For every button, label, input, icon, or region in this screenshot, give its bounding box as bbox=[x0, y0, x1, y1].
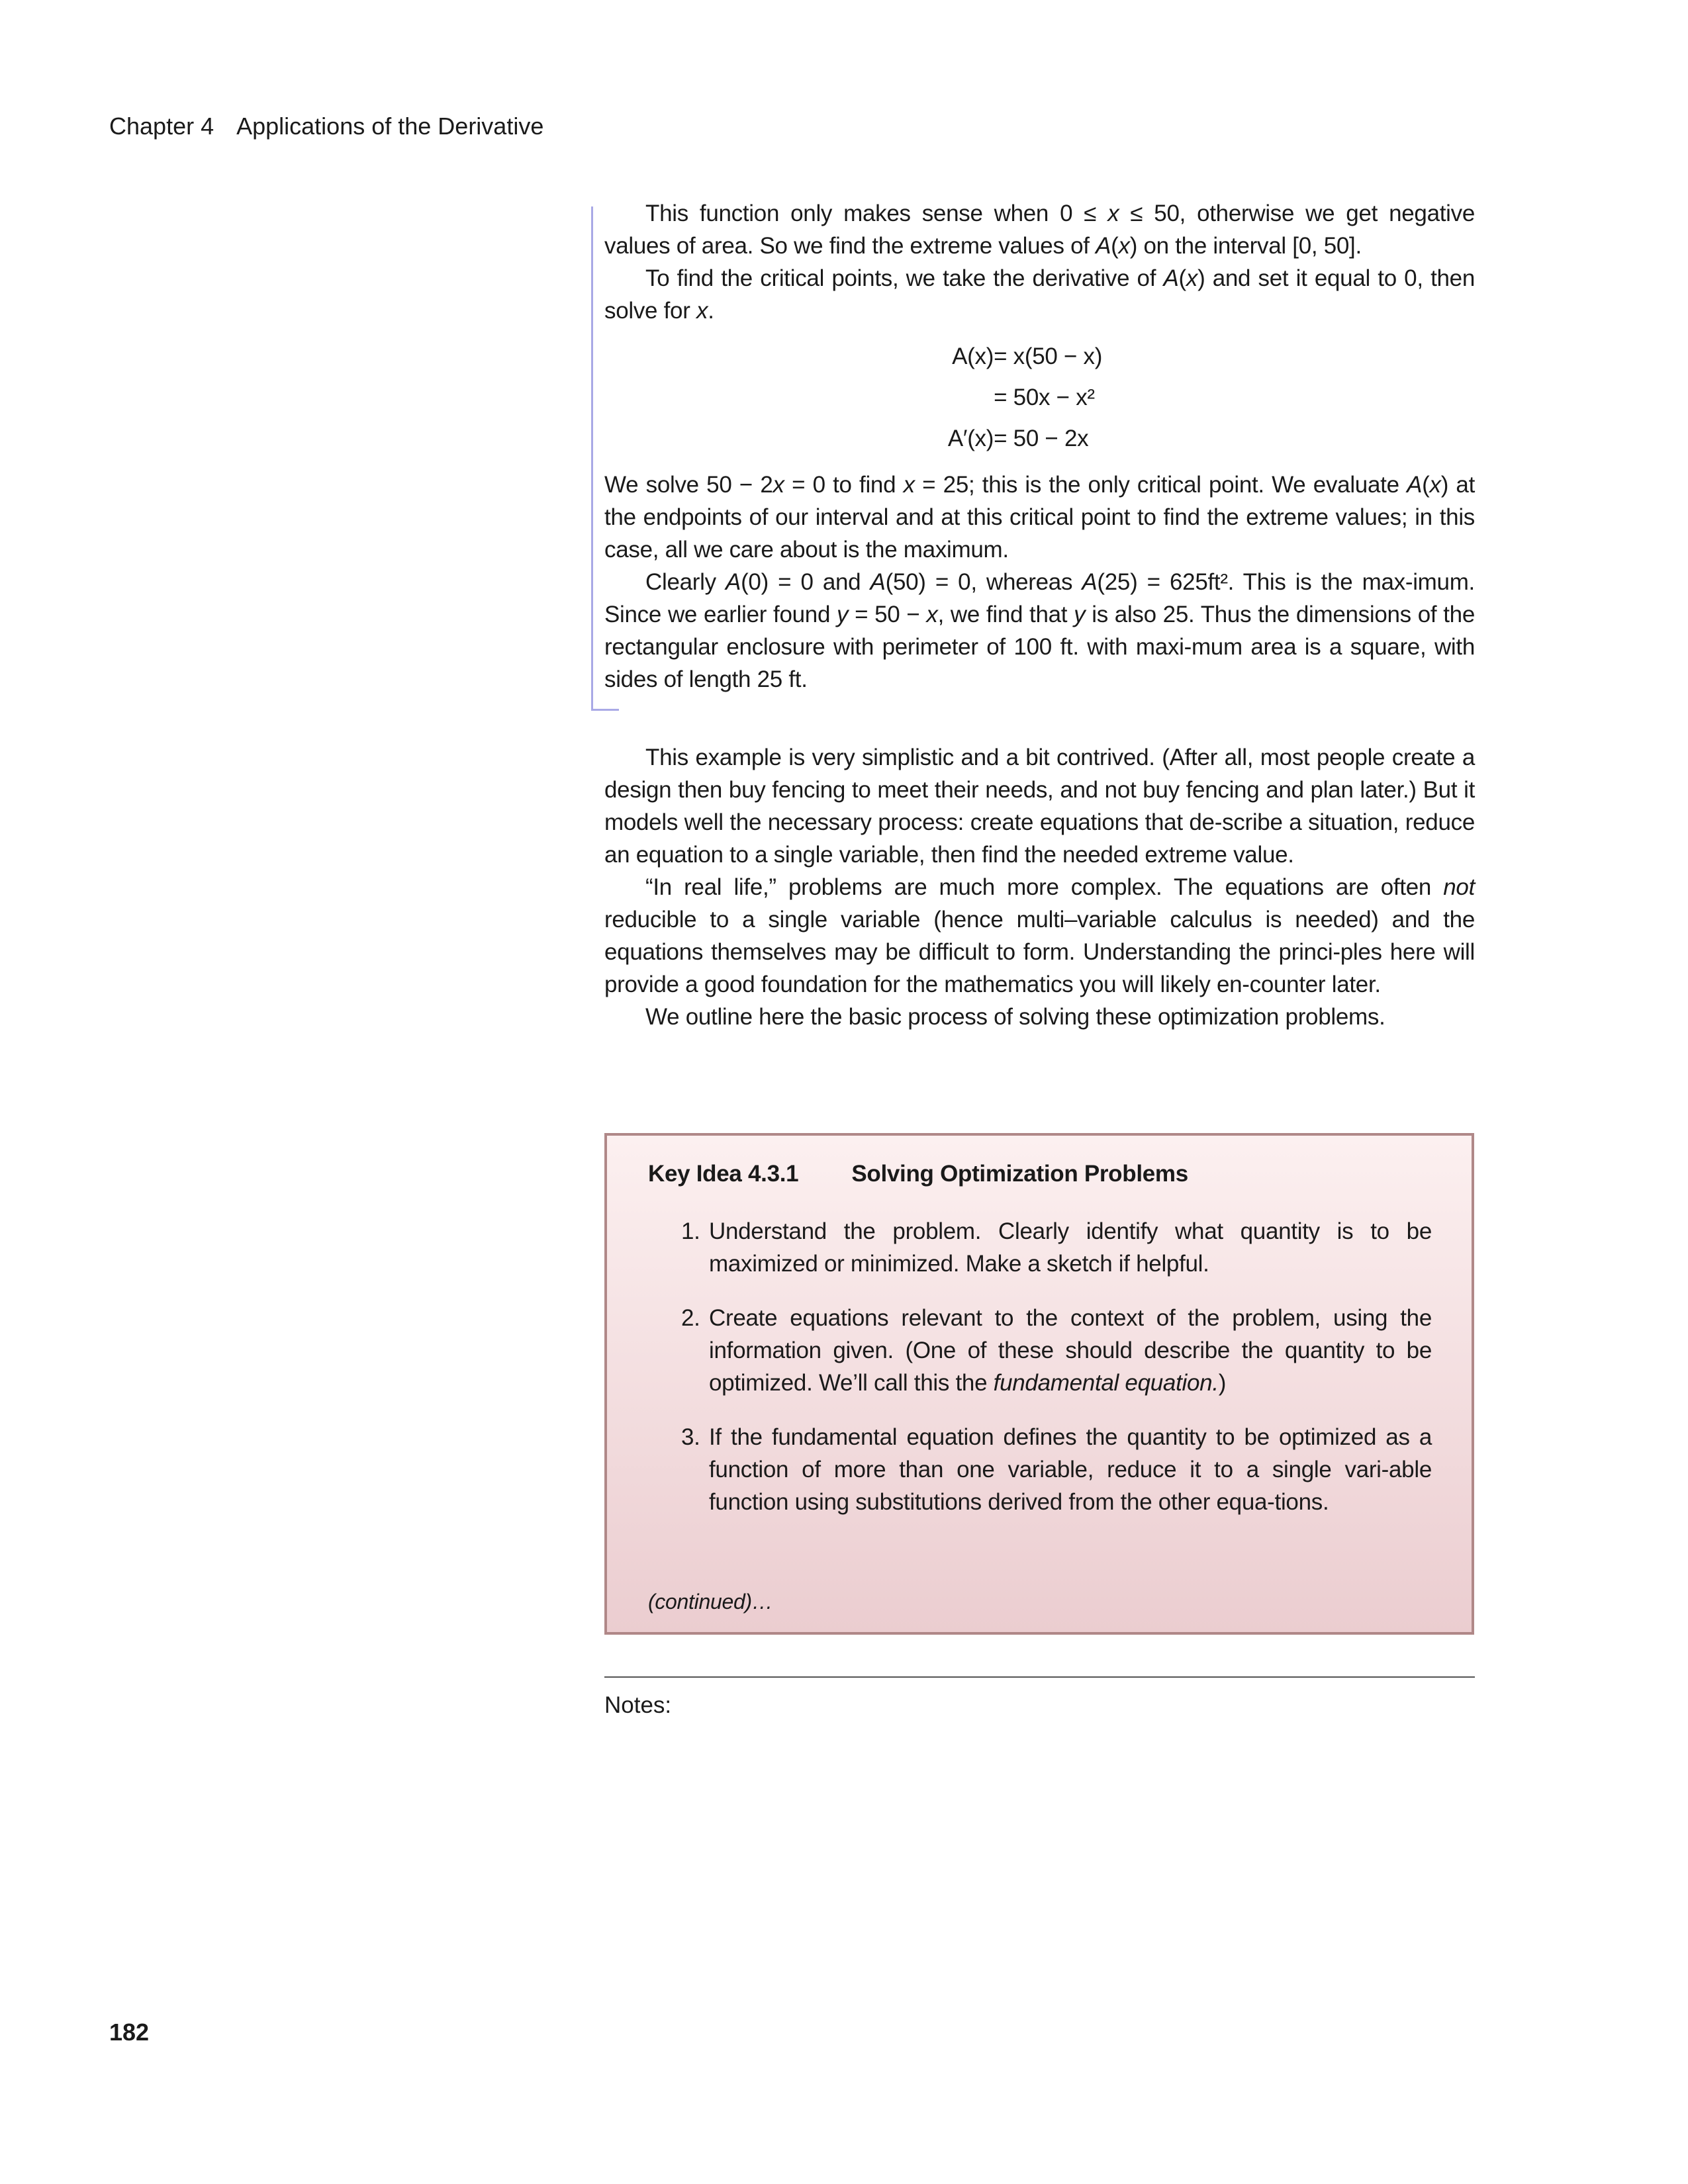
text-run: A bbox=[1407, 472, 1423, 498]
example-solution bbox=[604, 197, 1475, 696]
text-run: We outline here the basic process of solving these optimization problems. bbox=[645, 1004, 1385, 1030]
text-run: = 25; this is the only critical point. We evaluate bbox=[914, 472, 1407, 498]
equation-lhs: A′(x) bbox=[947, 426, 994, 451]
text-run: (0) = 0 and bbox=[741, 569, 870, 595]
text-run: A bbox=[870, 569, 886, 595]
paragraph bbox=[604, 197, 1475, 262]
paragraph-group bbox=[604, 469, 1475, 696]
chapter-number: Chapter 4 bbox=[109, 113, 214, 140]
body-text bbox=[604, 741, 1475, 1033]
page-number: 182 bbox=[109, 2019, 150, 2046]
text-run: A bbox=[1163, 265, 1179, 291]
key-idea-label: Key Idea 4.3.1 bbox=[648, 1161, 799, 1187]
text-run: ) and set it equal to 0, then solve for bbox=[604, 265, 1475, 324]
text-run: reducible to a single variable (hence multi–variable calculus is needed) and the equations themselves may be difficult to form. Understanding the princi-ples here will provide a good foundation for the mathematics you will likely en-counter later. bbox=[604, 907, 1475, 997]
text-run: x bbox=[1186, 265, 1198, 291]
equation-rhs: = x(50 − x) bbox=[994, 343, 1103, 369]
text-run: ≤ 50, otherwise we get negative values of area. So we find the extreme values of bbox=[604, 201, 1475, 259]
equation-lhs: A(x) bbox=[952, 343, 994, 369]
text-run: If the fundamental equation defines the quantity to be optimized as a function of more than one variable, reduce it to a single vari-able function using substitutions derived from the other equa-tions. bbox=[709, 1424, 1432, 1515]
text-run: not bbox=[1443, 874, 1475, 900]
key-idea-box bbox=[604, 1133, 1474, 1635]
text-run: fundamental equation. bbox=[993, 1370, 1219, 1396]
paragraph bbox=[604, 469, 1475, 566]
equation-block bbox=[604, 336, 1475, 459]
paragraph bbox=[604, 1001, 1475, 1033]
key-idea-step bbox=[706, 1302, 1432, 1399]
aligned-equations bbox=[948, 336, 1102, 459]
notes-label: Notes: bbox=[604, 1692, 672, 1718]
key-idea-steps bbox=[673, 1215, 1432, 1540]
equation-row bbox=[948, 377, 1102, 418]
text-run: x bbox=[1107, 201, 1119, 226]
chapter-title: Applications of the Derivative bbox=[236, 113, 544, 140]
text-run: Clearly bbox=[645, 569, 726, 595]
equation-row bbox=[948, 418, 1102, 459]
text-run: ) at the endpoints of our interval and at this critical point to find the extreme values; in this case, all we care about is the maximum. bbox=[604, 472, 1475, 563]
text-run: ( bbox=[1422, 472, 1430, 498]
key-idea-step bbox=[706, 1215, 1432, 1280]
text-run: To find the critical points, we take the derivative of bbox=[645, 265, 1164, 291]
text-run: This example is very simplistic and a bit contrived. (After all, most people create a design then buy fencing to meet their needs, and not buy fencing and plan later.) But it models well the necessary process: create equations that de-scribe a situation, reduce an equation to a single variable, then find the needed extreme value. bbox=[604, 745, 1475, 868]
text-run: “In real life,” problems are much more complex. The equations are often bbox=[645, 874, 1444, 900]
text-run: , we find that bbox=[937, 602, 1074, 627]
continued-note: (continued)… bbox=[648, 1590, 773, 1614]
text-run: (50) = 0, whereas bbox=[885, 569, 1082, 595]
paragraph bbox=[604, 741, 1475, 871]
text-run: ) bbox=[1218, 1370, 1227, 1396]
text-run: . bbox=[708, 298, 714, 324]
text-run: (25) = 625ft². This is the max-imum. Since we earlier found bbox=[604, 569, 1475, 627]
text-run: x bbox=[1118, 233, 1130, 259]
paragraph-group bbox=[604, 741, 1475, 1033]
key-idea-heading bbox=[648, 1158, 1188, 1190]
text-run: x bbox=[1429, 472, 1441, 498]
key-idea-title: Solving Optimization Problems bbox=[851, 1161, 1188, 1187]
paragraph bbox=[604, 262, 1475, 327]
equation-rhs: = 50x − x² bbox=[994, 385, 1095, 410]
equation-lhs bbox=[948, 377, 994, 418]
text-run: = 50 − bbox=[848, 602, 927, 627]
text-run: y bbox=[1074, 602, 1086, 627]
key-idea-step bbox=[706, 1421, 1432, 1518]
text-run: x bbox=[903, 472, 915, 498]
paragraph bbox=[604, 871, 1475, 1001]
equation-rhs: = 50 − 2x bbox=[994, 426, 1089, 451]
equation-row bbox=[948, 336, 1102, 377]
text-run: ) on the interval [0, 50]. bbox=[1129, 233, 1362, 259]
text-run: = 0 to find bbox=[784, 472, 904, 498]
text-run: ( bbox=[1178, 265, 1186, 291]
text-run: ( bbox=[1111, 233, 1119, 259]
text-run: This function only makes sense when 0 ≤ bbox=[645, 201, 1108, 226]
text-run: x bbox=[696, 298, 708, 324]
text-run: y bbox=[837, 602, 849, 627]
text-run: x bbox=[773, 472, 784, 498]
paragraph bbox=[604, 566, 1475, 696]
notes-divider bbox=[604, 1676, 1475, 1678]
example-margin-bar bbox=[591, 206, 593, 711]
text-run: A bbox=[1096, 233, 1111, 259]
text-run: A bbox=[726, 569, 741, 595]
paragraph-group bbox=[604, 197, 1475, 327]
text-run: Understand the problem. Clearly identify what quantity is to be maximized or minimized. Make a sketch if helpful. bbox=[709, 1218, 1432, 1277]
running-header bbox=[109, 113, 566, 140]
text-run: x bbox=[926, 602, 938, 627]
text-run: Create equations relevant to the context of the problem, using the information given. (One of these should describe the quantity to be optimized. We’ll call this the bbox=[709, 1305, 1432, 1396]
text-run: A bbox=[1082, 569, 1098, 595]
text-run: is also 25. Thus the dimensions of the rectangular enclosure with perimeter of 100 ft. with maxi-mum area is a square, with sides of length 25 ft. bbox=[604, 602, 1475, 692]
text-run: We solve 50 − 2 bbox=[604, 472, 773, 498]
